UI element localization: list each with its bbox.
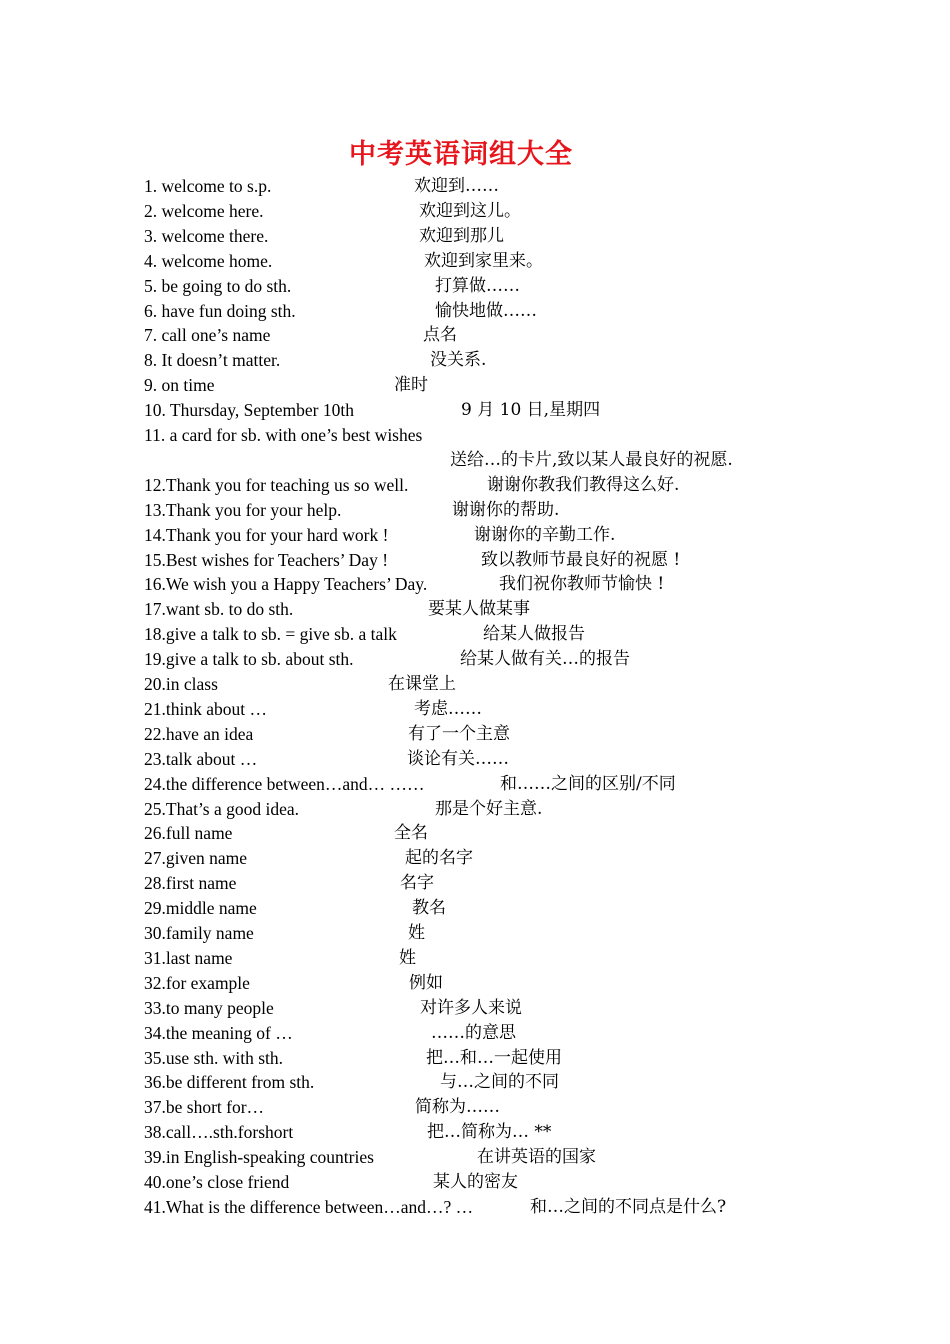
chinese-meaning: 那是个好主意. [435, 798, 543, 819]
english-phrase: 32.for example [144, 972, 250, 993]
chinese-meaning: 要某人做某事 [428, 599, 530, 620]
chinese-meaning: ……的意思 [431, 1022, 516, 1043]
chinese-meaning: 在课堂上 [388, 674, 456, 694]
english-phrase: 14.Thank you for your hard work ! [144, 524, 389, 545]
english-phrase: 26.full name [144, 823, 233, 844]
english-phrase: 11. a card for sb. with one’s best wishes [144, 425, 423, 445]
english-phrase: 21.think about … [144, 698, 267, 719]
english-phrase: 34.the meaning of … [144, 1022, 293, 1043]
chinese-meaning: 全名 [394, 823, 428, 844]
english-phrase: 39.in English-speaking countries [144, 1147, 374, 1168]
chinese-meaning: 我们祝你教师节愉快 ! [499, 574, 665, 595]
chinese-meaning: 把…和…一起使用 [426, 1047, 562, 1068]
chinese-meaning: 与…之间的不同 [440, 1072, 559, 1093]
page-title: 中考英语词组大全 [349, 139, 573, 170]
english-phrase: 8. It doesn’t matter. [144, 350, 281, 371]
english-phrase: 10. Thursday, September 10th [144, 400, 354, 421]
english-phrase: 5. be going to do sth. [144, 275, 292, 296]
chinese-meaning: 某人的密友 [433, 1172, 518, 1192]
chinese-meaning: 例如 [409, 972, 443, 993]
english-phrase: 29.middle name [144, 898, 257, 919]
chinese-meaning: 和…之间的不同点是什么? [530, 1196, 727, 1217]
chinese-meaning: 对许多人来说 [420, 997, 522, 1018]
english-phrase: 12.Thank you for teaching us so well. [144, 474, 409, 495]
chinese-meaning: 给某人做报告 [483, 624, 585, 645]
english-phrase: 41.What is the difference between…and…? … [144, 1196, 474, 1217]
chinese-meaning: 给某人做有关…的报告 [460, 649, 630, 670]
english-phrase: 38.call….sth.forshort [144, 1122, 294, 1143]
chinese-meaning: 谢谢你的帮助. [452, 499, 560, 520]
chinese-meaning: 把…简称为… ** [427, 1122, 552, 1143]
chinese-meaning: 在讲英语的国家 [477, 1147, 596, 1168]
chinese-meaning: 和……之间的区别/不同 [500, 773, 676, 794]
chinese-meaning: 起的名字 [405, 848, 473, 869]
chinese-meaning: 愉快地做…… [435, 300, 537, 321]
chinese-meaning: 欢迎到家里来。 [424, 250, 543, 271]
chinese-meaning: 姓 [408, 923, 425, 943]
chinese-meaning: 打算做…… [435, 275, 520, 296]
english-phrase: 16.We wish you a Happy Teachers’ Day. [144, 574, 428, 595]
english-phrase: 4. welcome home. [144, 250, 273, 271]
chinese-meaning: 谢谢你的辛勤工作. [474, 524, 616, 545]
english-phrase: 1. welcome to s.p. [144, 176, 272, 196]
english-phrase: 23.talk about … [144, 748, 258, 769]
english-phrase: 25.That’s a good idea. [144, 798, 300, 819]
english-phrase: 30.family name [144, 923, 254, 943]
chinese-meaning: 欢迎到这儿。 [419, 200, 521, 221]
chinese-meaning: 没关系. [430, 350, 487, 371]
english-phrase: 33.to many people [144, 997, 274, 1018]
chinese-meaning: 点名 [423, 325, 457, 346]
chinese-meaning: 谢谢你教我们教得这么好. [487, 474, 680, 495]
english-phrase: 19.give a talk to sb. about sth. [144, 649, 354, 670]
chinese-meaning: 名字 [400, 873, 434, 894]
chinese-meaning: 姓 [399, 947, 416, 968]
chinese-meaning: 简称为…… [415, 1097, 500, 1118]
english-phrase: 20.in class [144, 674, 218, 694]
chinese-meaning: 有了一个主意 [408, 723, 510, 744]
english-phrase: 6. have fun doing sth. [144, 300, 296, 321]
english-phrase: 22.have an idea [144, 723, 254, 744]
chinese-meaning: 准时 [394, 375, 428, 396]
chinese-meaning: 送给…的卡片,致以某人最良好的祝愿. [450, 449, 733, 470]
english-phrase: 7. call one’s name [144, 325, 271, 346]
english-phrase: 3. welcome there. [144, 225, 269, 246]
english-phrase: 40.one’s close friend [144, 1172, 290, 1192]
english-phrase: 13.Thank you for your help. [144, 499, 342, 520]
english-phrase: 17.want sb. to do sth. [144, 599, 294, 620]
english-phrase: 31.last name [144, 947, 233, 968]
english-phrase: 2. welcome here. [144, 200, 264, 221]
chinese-meaning: 9 月 10 日,星期四 [461, 400, 601, 421]
chinese-meaning: 考虑…… [414, 698, 482, 719]
chinese-meaning: 欢迎到那儿 [419, 225, 504, 246]
english-phrase: 15.Best wishes for Teachers’ Day ! [144, 549, 389, 570]
english-phrase: 18.give a talk to sb. = give sb. a talk [144, 624, 397, 645]
chinese-meaning: 谈论有关…… [407, 748, 509, 769]
english-phrase: 9. on time [144, 375, 215, 396]
english-phrase: 36.be different from sth. [144, 1072, 315, 1093]
chinese-meaning: 致以教师节最良好的祝愿 ! [481, 549, 681, 570]
english-phrase: 27.given name [144, 848, 248, 869]
chinese-meaning: 欢迎到…… [414, 176, 499, 196]
english-phrase: 37.be short for… [144, 1097, 265, 1118]
english-phrase: 35.use sth. with sth. [144, 1047, 284, 1068]
english-phrase: 28.first name [144, 873, 237, 894]
english-phrase: 24.the difference between…and… …… [144, 773, 425, 794]
chinese-meaning: 教名 [412, 898, 446, 919]
